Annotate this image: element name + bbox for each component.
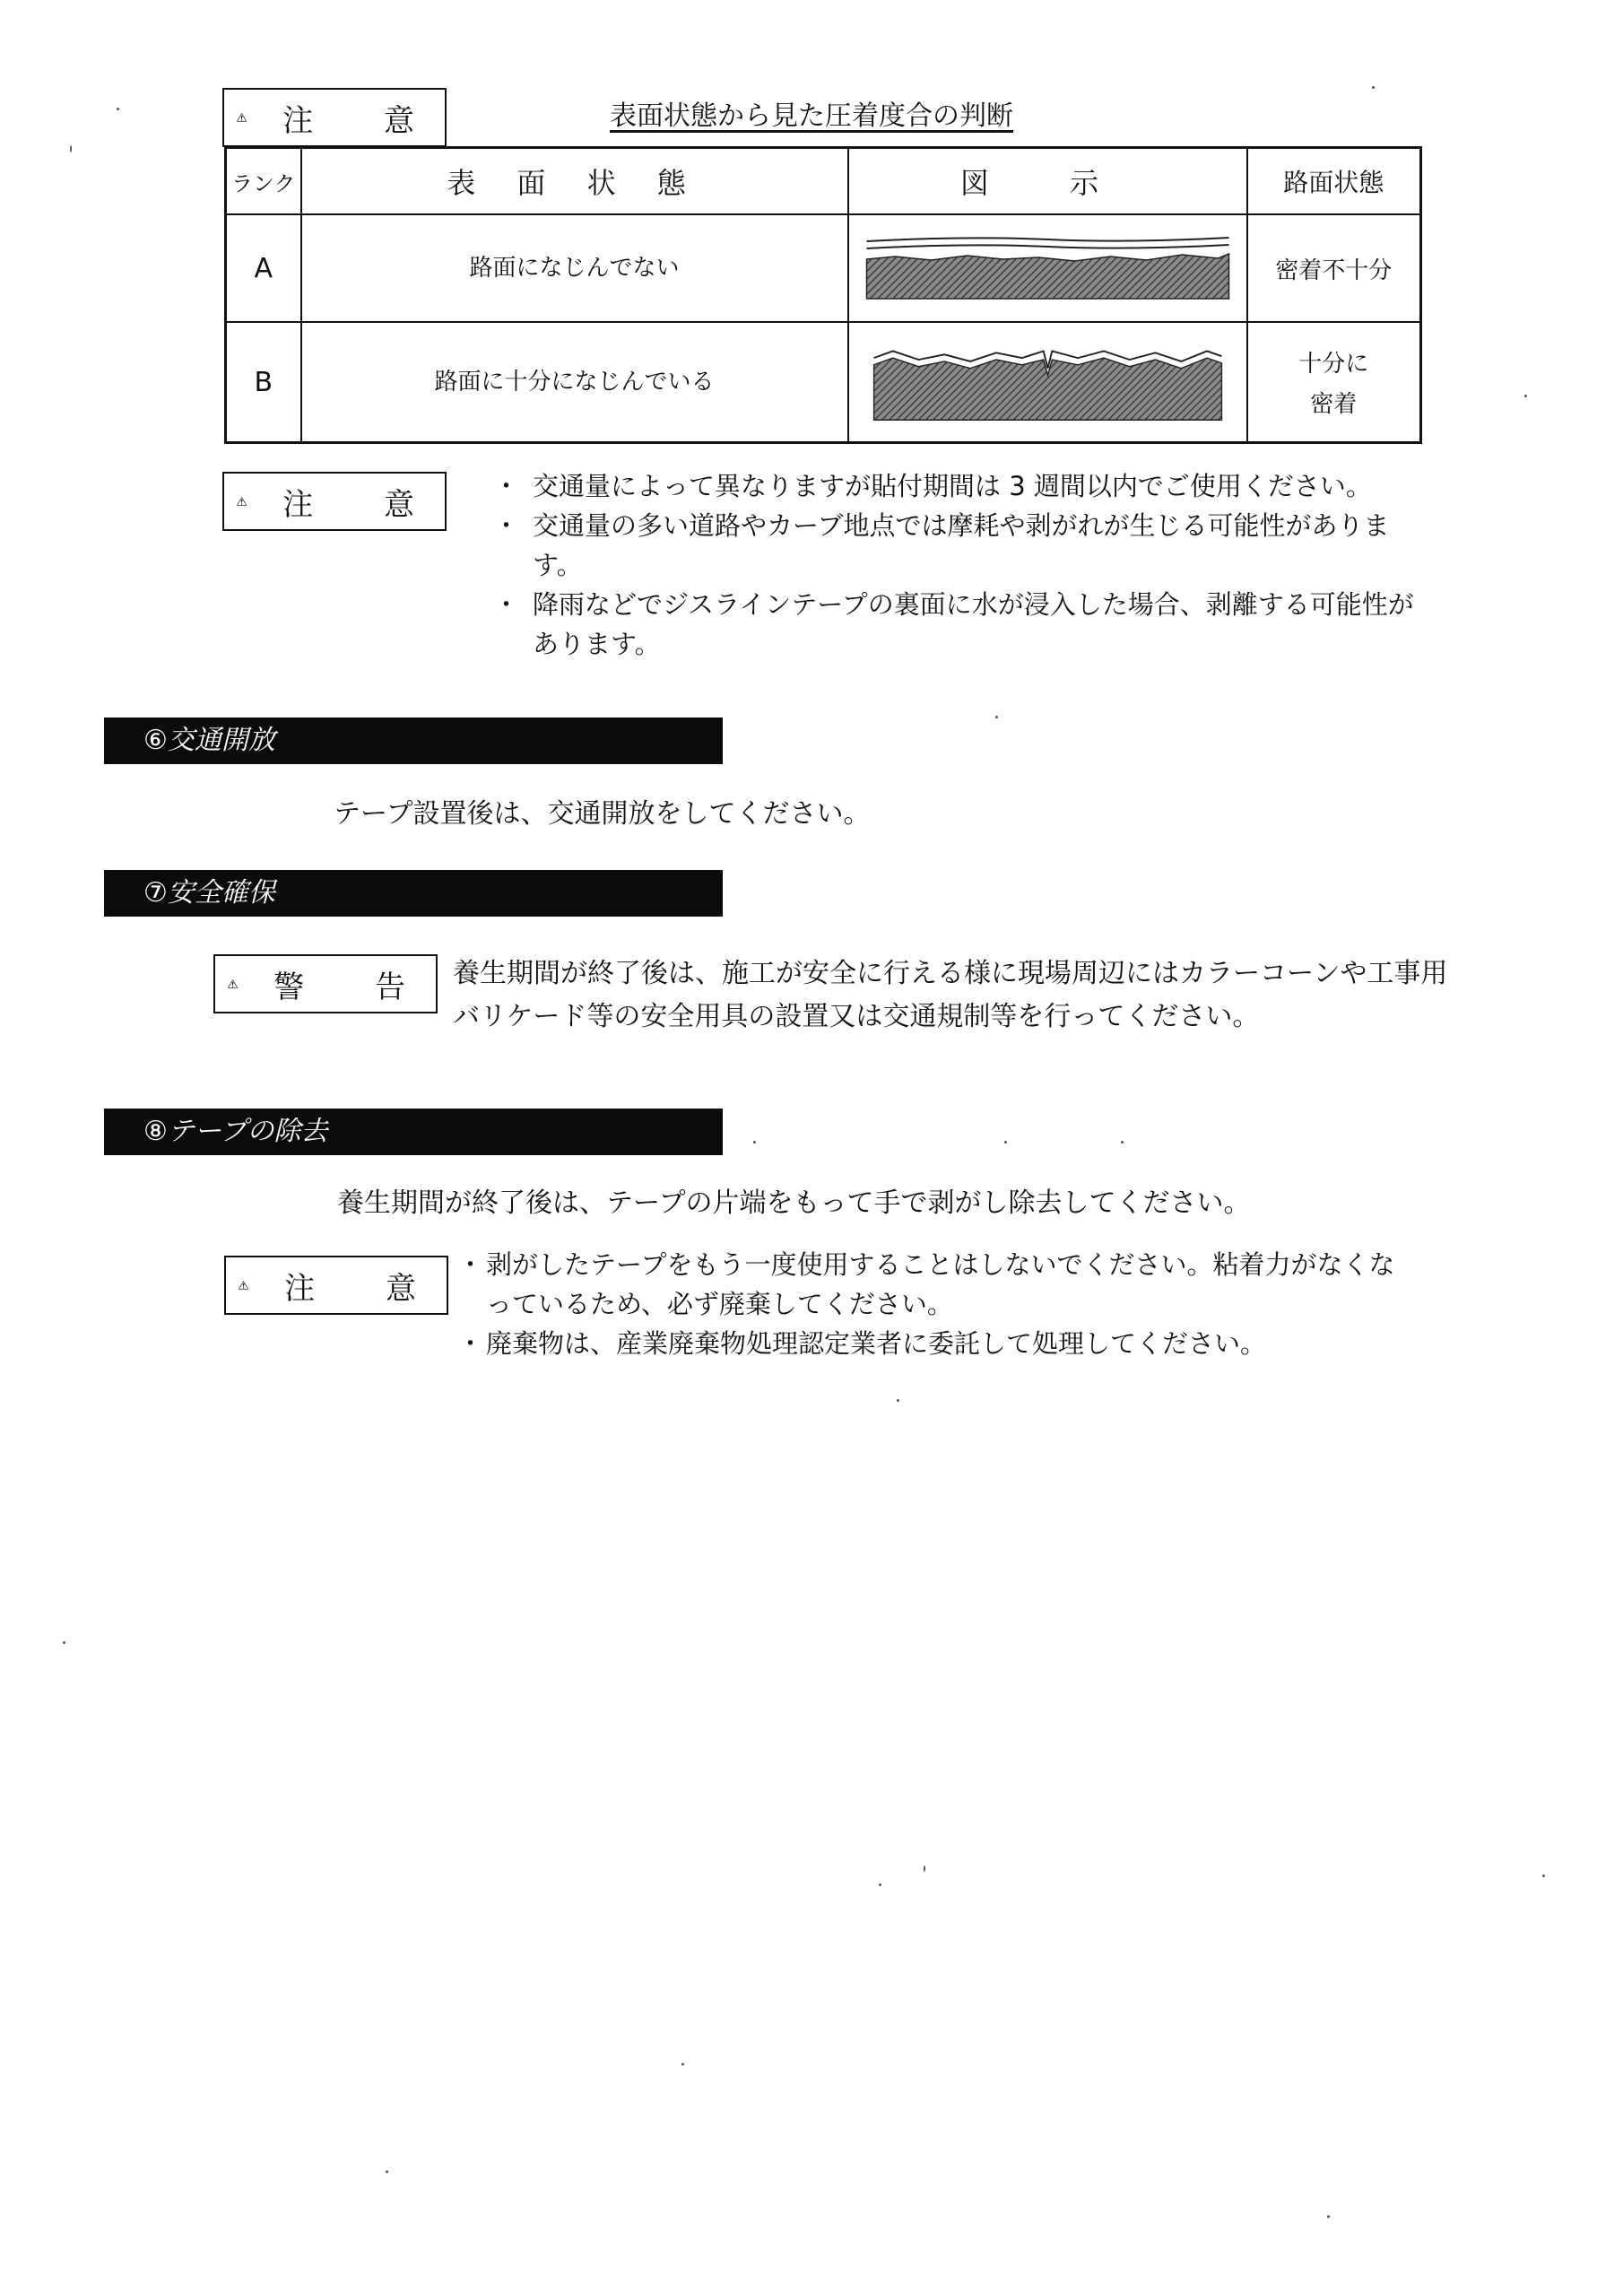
tape-loose-diagram — [858, 232, 1237, 304]
table-row — [226, 214, 1421, 322]
scan-speck — [681, 2063, 684, 2066]
caution-label-text: 注 意 — [282, 102, 445, 139]
warning-label-text: 警 告 — [273, 969, 436, 1005]
header-rank: ランク — [226, 148, 301, 215]
list-item: ・ 廃棄物は、産業廃棄物処理認定業者に委託して処理してください。 — [457, 1324, 1408, 1363]
road-state-cell: 密着不十分 — [1247, 214, 1421, 322]
scan-speck — [63, 1641, 65, 1644]
section-6-heading: ⑥交通開放 — [104, 718, 723, 764]
road-state-cell — [1247, 322, 1421, 443]
scan-speck — [1004, 1141, 1007, 1144]
section-8-body: 養生期間が終了後は、テープの片端をもって手で剥がし除去してください。 — [337, 1187, 1251, 1219]
rank-cell: B — [226, 322, 301, 443]
scan-speck — [753, 1141, 756, 1144]
scan-speck — [1327, 2215, 1330, 2218]
tape-adhered-diagram — [858, 339, 1237, 425]
caution-list-1 — [493, 466, 1435, 664]
section-8-heading: ⑧テープの除去 — [104, 1109, 723, 1155]
scan-speck — [924, 1866, 925, 1872]
scan-speck — [995, 716, 998, 718]
scan-speck — [1542, 1874, 1545, 1877]
scan-speck — [879, 1883, 881, 1886]
header-road: 路面状態 — [1247, 148, 1421, 215]
section-6-body: テープ設置後は、交通開放をしてください。 — [334, 798, 871, 830]
section-7-warning: 養生期間が終了後は、施工が安全に行える様に現場周辺にはカラーコーンや工事用バリケード等の安全用具の設置又は交通規制等を行ってください。 — [453, 958, 1448, 1032]
header-figure: 図 示 — [848, 148, 1247, 215]
caution-label-text: 注 意 — [284, 1270, 447, 1307]
caution-label-3 — [224, 1256, 448, 1315]
list-item: ・ 交通量の多い道路やカーブ地点では摩耗や剥がれが生じる可能性があります。 — [493, 506, 1435, 585]
figure-cell — [848, 322, 1247, 443]
scan-speck — [70, 145, 72, 152]
warning-label — [213, 954, 438, 1013]
scan-speck — [897, 1399, 899, 1402]
scan-speck — [386, 2170, 388, 2173]
warning-triangle-icon — [228, 963, 238, 1004]
list-item: ・ 剥がしたテープをもう一度使用することはしないでください。粘着力がなくなっているため、必ず廃棄してください。 — [457, 1245, 1408, 1324]
adhesion-rank-table — [224, 146, 1422, 444]
rank-cell: A — [226, 214, 301, 322]
road-state-line: 十分に — [1298, 351, 1369, 378]
header-surface: 表 面 状 態 — [301, 148, 848, 215]
warning-triangle-icon — [239, 1265, 248, 1306]
caution-label-2 — [222, 472, 447, 531]
scan-speck — [117, 108, 119, 110]
scan-speck — [1121, 1141, 1124, 1144]
road-state-line: 密着 — [1310, 391, 1358, 418]
figure-cell — [848, 214, 1247, 322]
scan-speck — [1372, 86, 1375, 89]
caution-label-text: 注 意 — [282, 486, 445, 523]
table-title: 表面状態から見た圧着度合の判断 — [610, 100, 1013, 132]
condition-cell: 路面になじんでない — [301, 214, 848, 322]
warning-triangle-icon — [237, 97, 247, 138]
caution-list-3 — [457, 1245, 1408, 1363]
list-item: ・ 交通量によって異なりますが貼付期間は 3 週間以内でご使用ください。 — [493, 466, 1435, 506]
table-header-row — [226, 148, 1421, 215]
scan-speck — [1524, 395, 1527, 397]
section-7-heading: ⑦安全確保 — [104, 870, 723, 917]
warning-triangle-icon — [237, 481, 247, 522]
list-item: ・ 降雨などでジスラインテープの裏面に水が浸入した場合、剥離する可能性があります。 — [493, 585, 1435, 664]
table-row — [226, 322, 1421, 443]
caution-label-top — [222, 88, 447, 147]
condition-cell: 路面に十分になじんでいる — [301, 322, 848, 443]
